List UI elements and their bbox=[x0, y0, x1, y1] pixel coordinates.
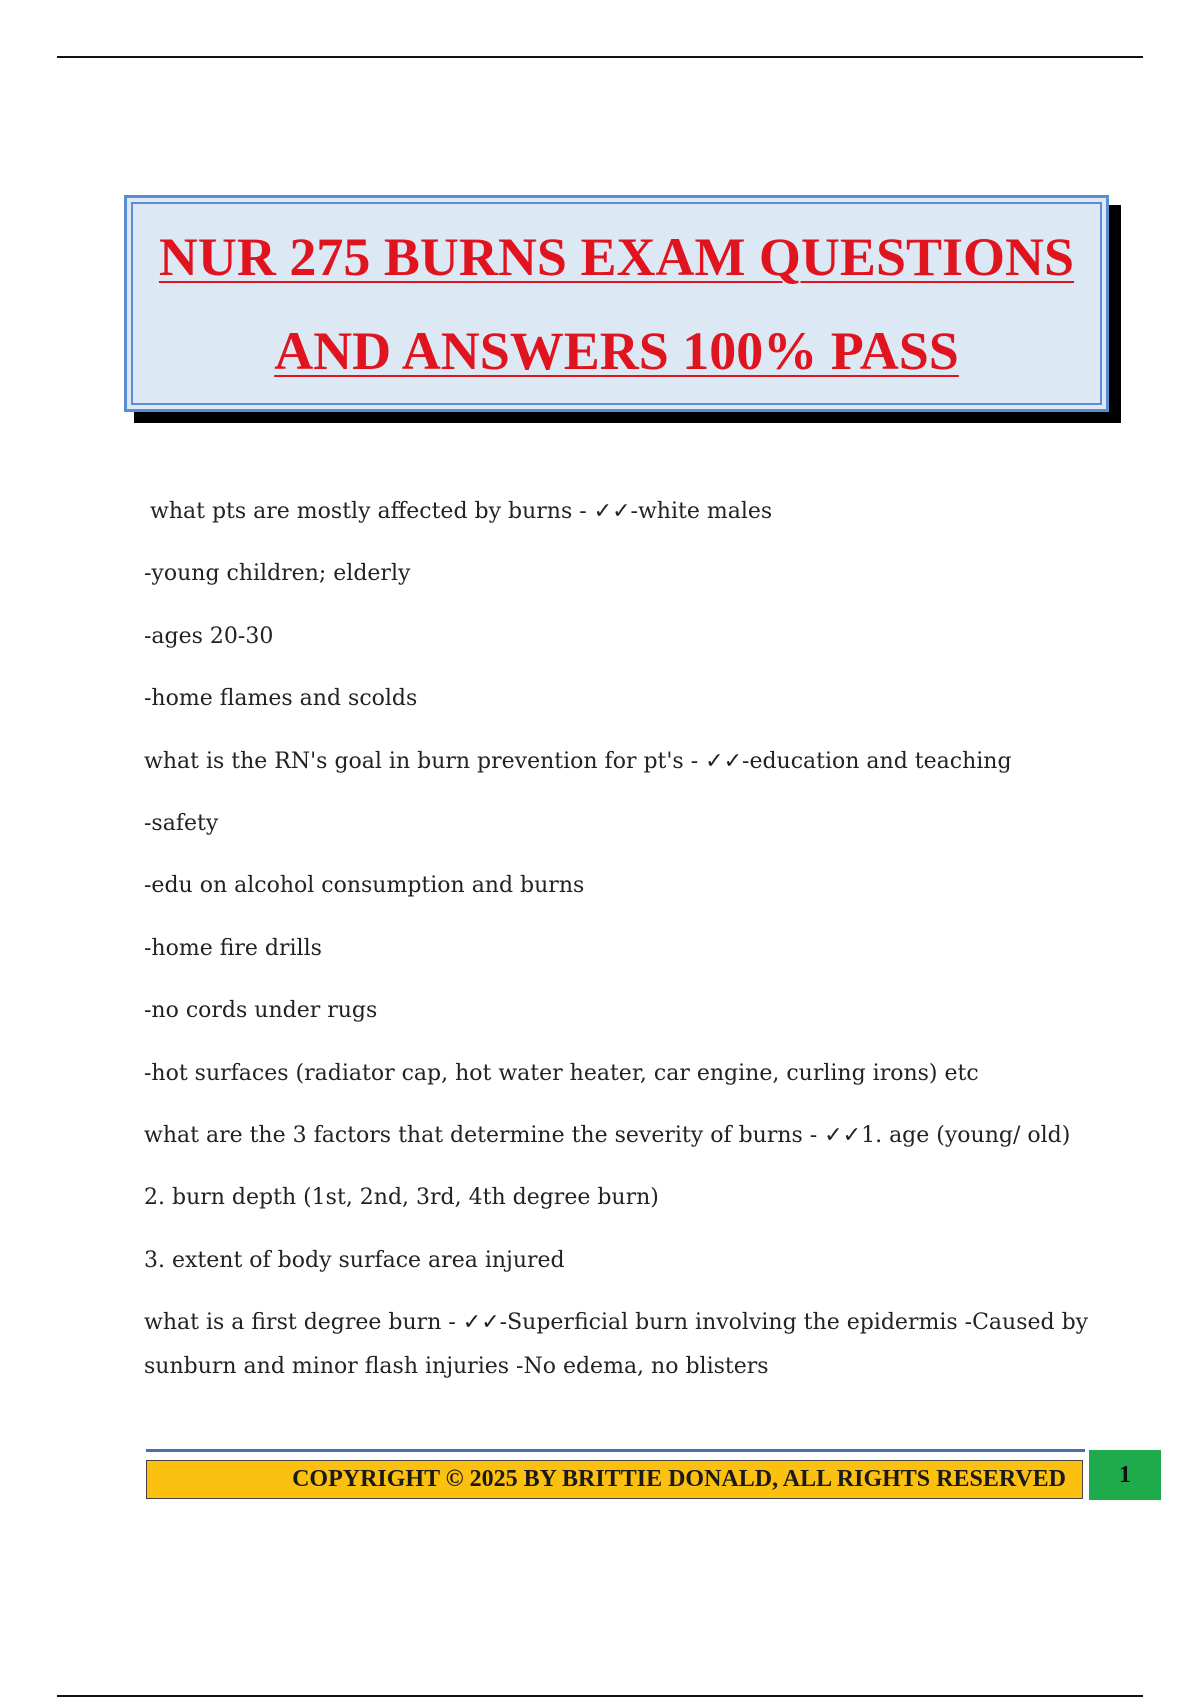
document-title-line-2: AND ANSWERS 100% PASS bbox=[274, 320, 959, 381]
text-line: 2. burn depth (1st, 2nd, 3rd, 4th degree burn) bbox=[144, 1185, 659, 1211]
page-number: 1 bbox=[1089, 1450, 1161, 1500]
document-body bbox=[144, 490, 1104, 1389]
text-line: -young children; elderly bbox=[144, 561, 411, 587]
text-line: -no cords under rugs bbox=[144, 998, 378, 1024]
text-line: -edu on alcohol consumption and burns bbox=[144, 873, 585, 899]
text-line: what pts are mostly affected by burns - ✓✓-white males bbox=[150, 499, 773, 524]
copyright-text: COPYRIGHT © 2025 BY BRITTIE DONALD, ALL RIGHTS RESERVED bbox=[292, 1466, 1066, 1492]
text-line: -hot surfaces (radiator cap, hot water heater, car engine, curling irons) etc bbox=[144, 1060, 979, 1086]
bottom-rule bbox=[57, 1695, 1143, 1697]
top-rule bbox=[57, 56, 1143, 58]
text-line: what are the 3 factors that determine the severity of burns - ✓✓1. age (young/ old) bbox=[144, 1122, 1071, 1148]
document-title-line-1: NUR 275 BURNS EXAM QUESTIONS bbox=[158, 226, 1075, 287]
copyright-bar bbox=[146, 1460, 1083, 1499]
title-box bbox=[124, 195, 1109, 412]
text-line: -home flames and scolds bbox=[144, 686, 418, 712]
text-line: -home fire drills bbox=[144, 935, 322, 961]
text-line: -safety bbox=[144, 810, 219, 836]
text-line: -ages 20-30 bbox=[144, 623, 274, 649]
text-line: what is the RN's goal in burn prevention for pt's - ✓✓-education and teaching bbox=[144, 748, 1012, 774]
text-line: 3. extent of body surface area injured bbox=[144, 1247, 565, 1273]
footer-rule bbox=[146, 1449, 1085, 1452]
text-paragraph: what is a first degree burn - ✓✓-Superficial burn involving the epidermis -Caused by sunburn and minor flash injuries -No edema, no blisters bbox=[144, 1310, 1089, 1380]
